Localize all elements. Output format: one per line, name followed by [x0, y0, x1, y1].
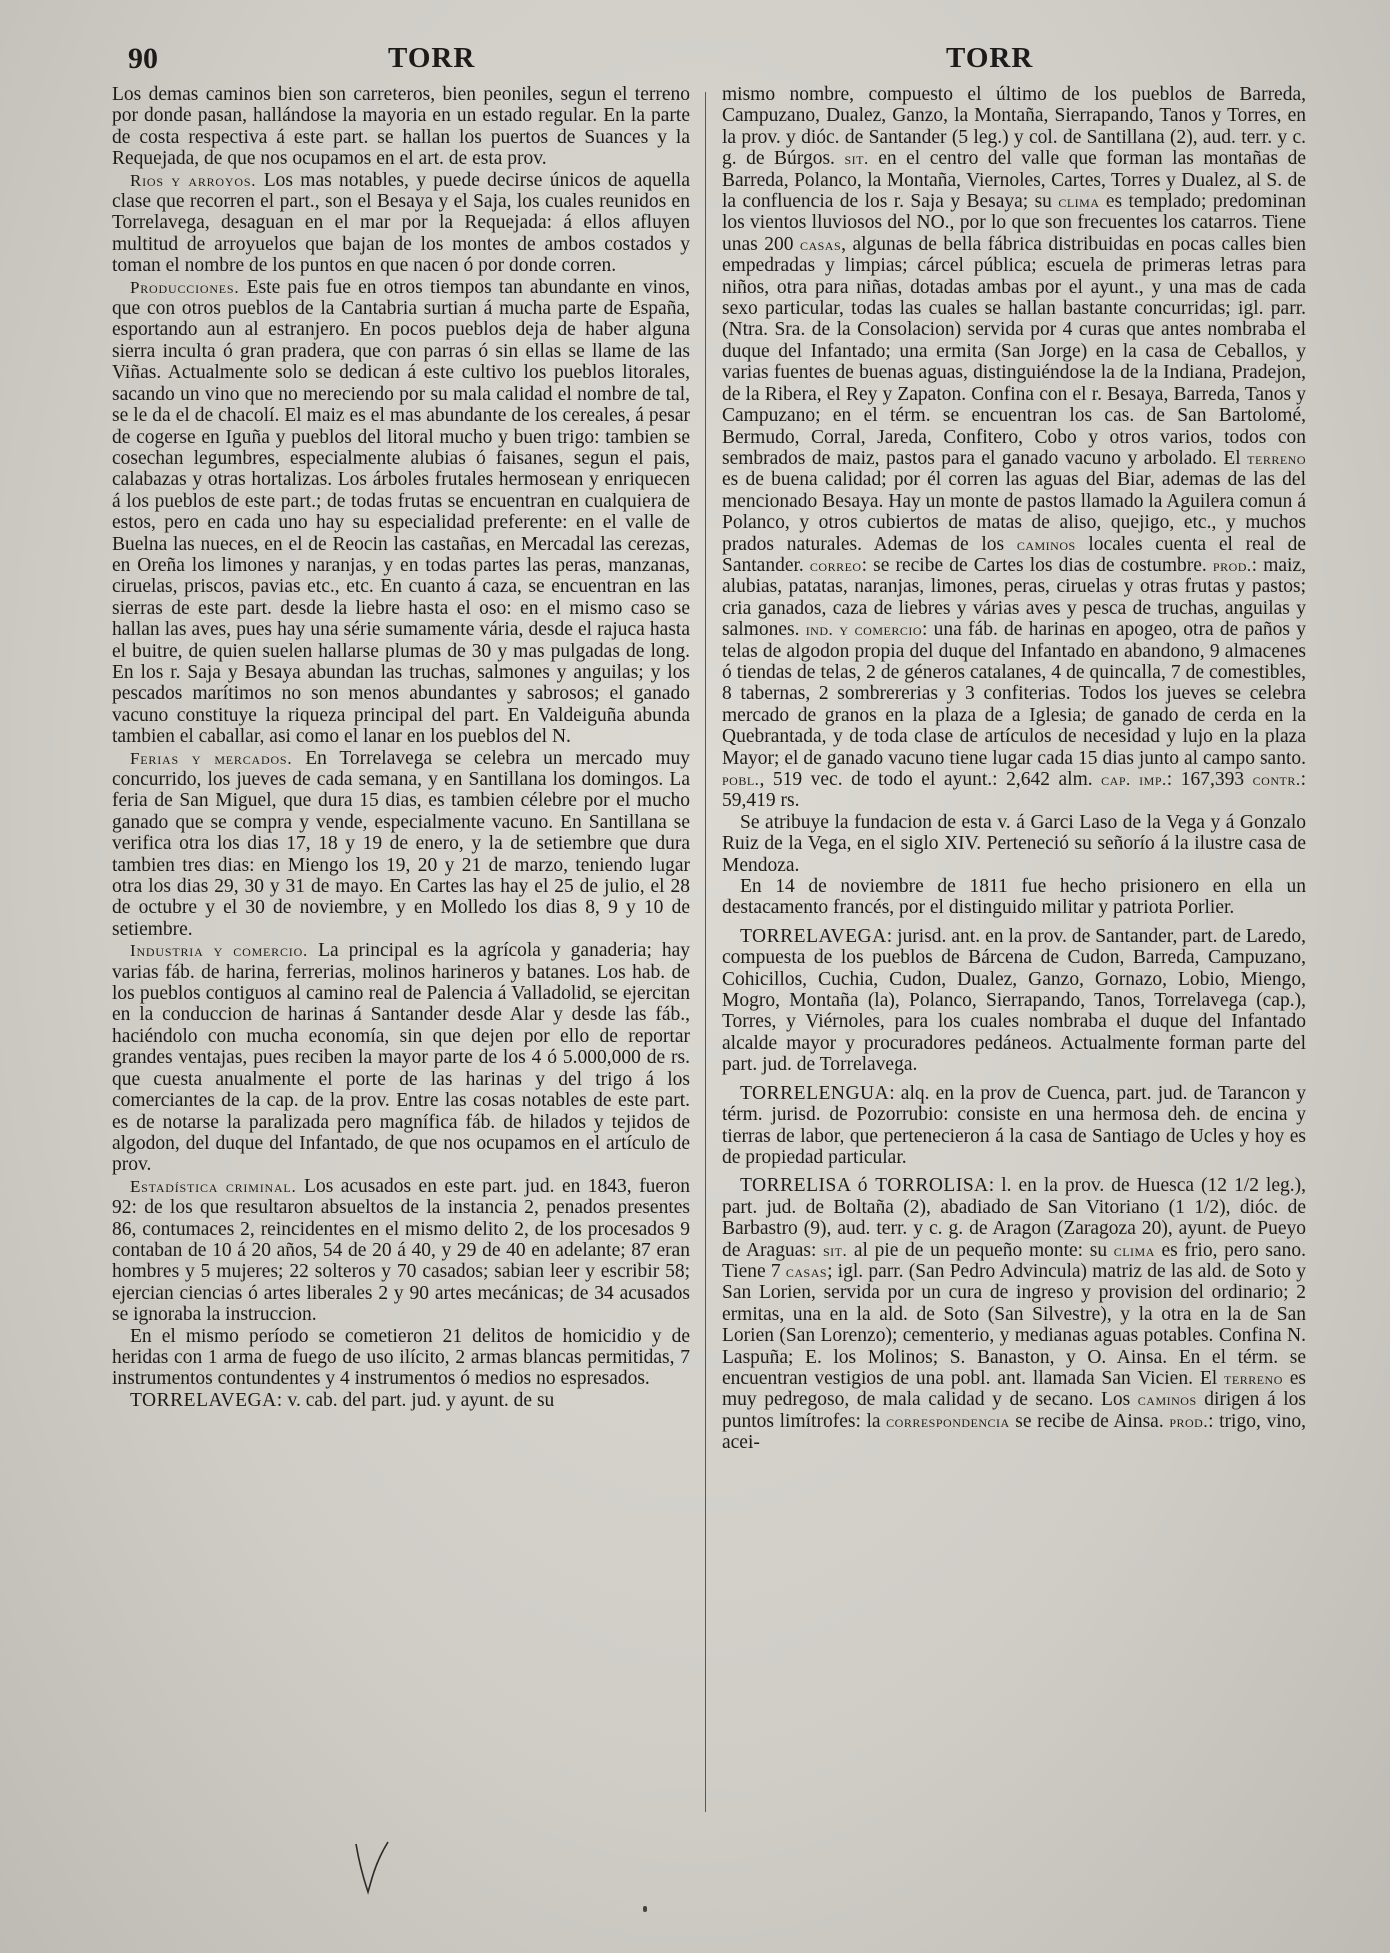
paragraph-ferias: Ferias y mercados. En Torrelavega se celebra un mercado muy concurrido, los jueves de cada semana, y en Santillana los domingos. La feria de San Miguel, que dura 15 dias, es tambien célebre por el mucho ganado que se compra y vende, especialmente vacuno. En Santillana se verifica otra los dias 17, 18 y 19 de enero, y la de setiembre que dura tambien tres dias: en Miengo los 19, 20 y 21 de marzo, teniendo lugar otra los dias 29, 30 y 31 de mayo. En Cartes las hay el 25 de julio, el 28 de octubre y el 30 de noviembre, y en Molledo los dias 8, 9 y 10 de setiembre. [112, 747, 690, 940]
column-divider [705, 92, 706, 1812]
section-heading: Producciones. [130, 277, 240, 297]
entry-headword: TORRELAVEGA: [130, 1389, 283, 1411]
paragraph-delitos: En el mismo período se cometieron 21 delitos de homicidio y de heridas con 1 arma de fuego de uso ilícito, 2 armas blancas permitidas, 7 instrumentos contundentes y 4 instrumentos ó medios no espresados. [112, 1325, 690, 1390]
paragraph-estadistica: Estadística criminal. Los acusados en este part. jud. en 1843, fueron 92: de los que resultaron absueltos de la instancia 2, penados presentes 86, contumaces 2, reincidentes en el mismo delito 2, de los procesados 9 contaban de 10 á 20 años, 54 de 20 á 40, y 29 de 40 en adelante; 87 eran hombres y 5 mujeres; 22 solteros y 70 casados; sabian leer y escribir 58; ejercian ciencias ó artes liberales 2 y 90 artes mecánicas; de 34 acusados se ignoraba la instruccion. [112, 1175, 690, 1326]
paragraph-rios: Rios y arroyos. Los mas notables, y puede decirse únicos de aquella clase que recorren el part., son el Besaya y el Saja, los cuales reunidos en Torrelavega, desaguan en el mar por la Requejada: á ellos afluyen multitud de arroyuelos que bajan de los montes de ambos costados y toman el nombre de los puntos en que nacen ó por donde corren. [112, 169, 690, 277]
ink-dot [643, 1906, 647, 1912]
entry-headword: TORRELAVEGA [740, 925, 887, 947]
page-header [0, 42, 1390, 82]
left-column [112, 84, 690, 1894]
paragraph-fundacion: Se atribuye la fundacion de esta v. á Garci Laso de la Vega y á Gonzalo Ruiz de la Vega, en el siglo XIV. Perteneció su señorío á la ilustre casa de Mendoza. [722, 811, 1306, 876]
section-heading: Estadística criminal. [130, 1176, 297, 1196]
running-head-right: TORR [946, 42, 1034, 74]
page-number: 90 [128, 42, 158, 75]
entry-headword: TORRELENGUA [740, 1082, 890, 1104]
paragraph-industria: Industria y comercio. La principal es la agrícola y ganaderia; hay varias fáb. de harina, ferrerias, molinos harineros y batanes. Los hab. de los pueblos contiguos al camino real de Palencia á Valladolid, se ejercitan en la conduccion de harinas á Santander desde Alar y desde las fáb., haciéndolo con mucha economía, sin que dejen por ello de reportar grandes ventajas, pues reciben la mayor parte de los 4 ó 5.000,000 de rs. que cuesta anualmente el porte de las harinas y del trigo á los comerciantes de la cap. de la prov. Entre las cosas notables de este part. es de notarse la paralizada pero magnífica fáb. de hilados y tejidos de algodon, del duque del Infantado, de que nos ocupamos en el artículo de prov. [112, 940, 690, 1176]
section-heading: Ferias y mercados. [130, 748, 293, 768]
paragraph-porlier: En 14 de noviembre de 1811 fue hecho prisionero en ella un destacamento francés, por el distinguido militar y patriota Porlier. [722, 876, 1306, 919]
entry-torrelengua: TORRELENGUA: alq. en la prov de Cuenca, part. jud. de Tarancon y térm. jurisd. de Pozorrubio: consiste en una hermosa deh. de encina y tierras de labor, que pertenecieron á la casa de Santiago de Ucles y hoy es de propiedad particular. [722, 1082, 1306, 1168]
paragraph-producciones: Producciones. Este pais fue en otros tiempos tan abundante en vinos, que con otros pueblos de la Cantabria surtian á mucha parte de España, esportando aun al estranjero. En pocos pueblos deja de haber alguna sierra inculta ó gran pradera, que con parras ó sin ellas se llame de las Viñas. Actualmente solo se dedican á este cultivo los pueblos litorales, sacando un vino que no mereciendo por su mala calidad el nombre de tal, se le da el de chacolí. El maiz es el mas abundante de los cereales, á pesar de cogerse en Iguña y pueblos del litoral mucho y buen trigo: tambien se cosechan legumbres, especialmente alubias ó faisanes, segun el pais, calabazas y otras hortalizas. Los árboles frutales hermosean y enriquecen á los pueblos de este part.; de todas frutas se encuentran en cualquiera de estos, pero en cada uno hay su especialidad preferente: en el valle de Buelna las nueces, en el de Reocin las castañas, en Mercadal las cerezas, en Oreña los limones y naranjas, y en todas partes las peras, manzanas, ciruelas, priscos, pavias etc., etc. En cuanto á caza, se encuentran en las sierras de este part. desde la liebre hasta el oso: en el mismo caso se hallan las aves, pues hay una série sumamente vária, desde el rajuca hasta el buitre, de quien suelen hallarse plumas de 30 y mas pulgadas de long. En los r. Saja y Besaya abundan las truchas, salmones y anguilas; y los pescados marítimos no son menos abundantes y sabrosos; el ganado vacuno constituye la riqueza principal del part. En Valdeiguña abunda tambien el caballar, asi como el lanar en los pueblos del N. [112, 276, 690, 748]
paragraph-caminos: Los demas caminos bien son carreteros, bien peoniles, segun el terreno por donde pasan, hallándose la mayoria en un estado regular. En la parte de costa respectiva á este part. se hallan los puertos de Suances y la Requejada, de que nos ocupamos en el art. de esta prov. [112, 84, 690, 170]
entry-torrelavega-villa: TORRELAVEGA: v. cab. del part. jud. y ayunt. de su [130, 1389, 555, 1411]
running-head-left: TORR [388, 42, 476, 74]
section-heading: Industria y comercio. [130, 941, 309, 961]
entry-torrelisa: TORRELISA ó TORROLISA: l. en la prov. de Huesca (12 1/2 leg.), part. jud. de Boltaña (2), abadiado de San Vitoriano (1 1/2), dióc. de Barbastro (9), aud. terr. y c. g. de Aragon (Zaragoza 20), ayunt. de Pueyo de Araguas: sit. al pie de un pequeño monte: su clima es frio, pero sano. Tiene 7 casas; igl. parr. (San Pedro Advincula) matriz de las ald. de Soto y San Lorien, servida por un cura de ingreso y provision del ordinario; 2 ermitas, una en la ald. de Soto (San Silvestre), y la otra en la de San Lorien (San Lorenzo); cementerio, y medianas aguas potables. Confina N. Laspuña; E. los Molinos; S. Banaston, y O. Ainsa. En el térm. se encuentran vestigios de una pobl. ant. llamada San Vicien. El terreno es muy pedregoso, de mala calidad y de secano. Los caminos dirigen á los puntos limítrofes: la correspondencia se recibe de Ainsa. prod.: trigo, vino, acei- [722, 1175, 1306, 1454]
section-heading: Rios y arroyos. [130, 170, 257, 190]
right-column [722, 84, 1306, 1894]
entry-headword: TORRELISA ó TORROLISA [740, 1175, 989, 1197]
ink-mark [352, 1838, 392, 1898]
entry-torrelavega-jurisdiccion: TORRELAVEGA: jurisd. ant. en la prov. de Santander, part. de Laredo, compuesta de los pueblos de Bárcena de Cudon, Barreda, Campuzano, Cohicillos, Cuchia, Cudon, Dualez, Ganzo, Gornazo, Lobio, Miengo, Mogro, Montaña (la), Polanco, Sierrapando, Tanos, Torrelavega (cap.), Torres, y Viérnoles, para los cuales nombraba el duque del Infantado alcalde mayor y procuradores pedáneos. Actualmente forman parte del part. jud. de Torrelavega. [722, 925, 1306, 1076]
paragraph-torrelavega-continued: mismo nombre, compuesto el último de los pueblos de Barreda, Campuzano, Dualez, Ganzo, la Montaña, Sierrapando, Tanos y Torres, en la prov. y dióc. de Santander (5 leg.) y col. de Santillana (2), aud. terr. y c. g. de Búrgos. sit. en el centro del valle que forman las montañas de Barreda, Polanco, la Montaña, Viernoles, Cartes, Torres y Dualez, al S. de la confluencia de los r. Saja y Besaya; su clima es templado; predominan los vientos lluviosos del NO., por lo que son frecuentes los catarros. Tiene unas 200 casas, algunas de bella fábrica distribuidas en pocas calles bien empedradas y limpias; cárcel pública; escuela de primeras letras para niños, otra para niñas, dotadas ambas por el ayunt., y una mas de cada sexo particular, todas las cuales se hallan bastante concurridas; igl. parr. (Ntra. Sra. de la Consolacion) servida por 4 curas que antes nombraba el duque del Infantado; una ermita (San Jorge) en la casa de Ceballos, y varias fuentes de buenas aguas, distinguiéndose la de la Indiana, Pradejon, de la Ribera, el Rey y Zapaton. Confina con el r. Besaya, Barreda, Tanos y Campuzano; en el térm. se encuentran los cas. de San Bartolomé, Bermudo, Corral, Jareda, Confitero, Cobo y otros varios, todos con sembrados de maiz, pastos para el ganado vacuno y arbolado. El terreno es de buena calidad; por él corren las aguas del Biar, ademas de las del mencionado Besaya. Hay un monte de pastos llamado la Aguilera comun á Polanco, y otros cubiertos de matas de aliso, quejigo, etc., y muchos prados naturales. Ademas de los caminos locales cuenta el real de Santander. correo: se recibe de Cartes los dias de costumbre. prod.: maiz, alubias, patatas, naranjas, limones, peras, ciruelas y otras frutas y pastos; cria ganados, caza de liebres y várias aves y pesca de truchas, anguilas y salmones. ind. y comercio: una fáb. de harinas en apogeo, otra de paños y telas de algodon propia del duque del Infantado en abandono, 9 almacenes ó tiendas de telas, 2 de géneros catalanes, 4 de quincalla, 7 de comestibles, 8 tabernas, 2 sombrererias y 3 confiterias. Todos los jueves se celebra mercado de granos en la plaza de a Iglesia; de ganado de cerda en la Quebrantada, y de toda clase de artículos de necesidad y lujo en la plaza Mayor; el de ganado vacuno tiene lugar cada 15 dias junto al campo santo. pobl., 519 vec. de todo el ayunt.: 2,642 alm. cap. imp.: 167,393 contr.: 59,419 rs. [722, 84, 1306, 812]
